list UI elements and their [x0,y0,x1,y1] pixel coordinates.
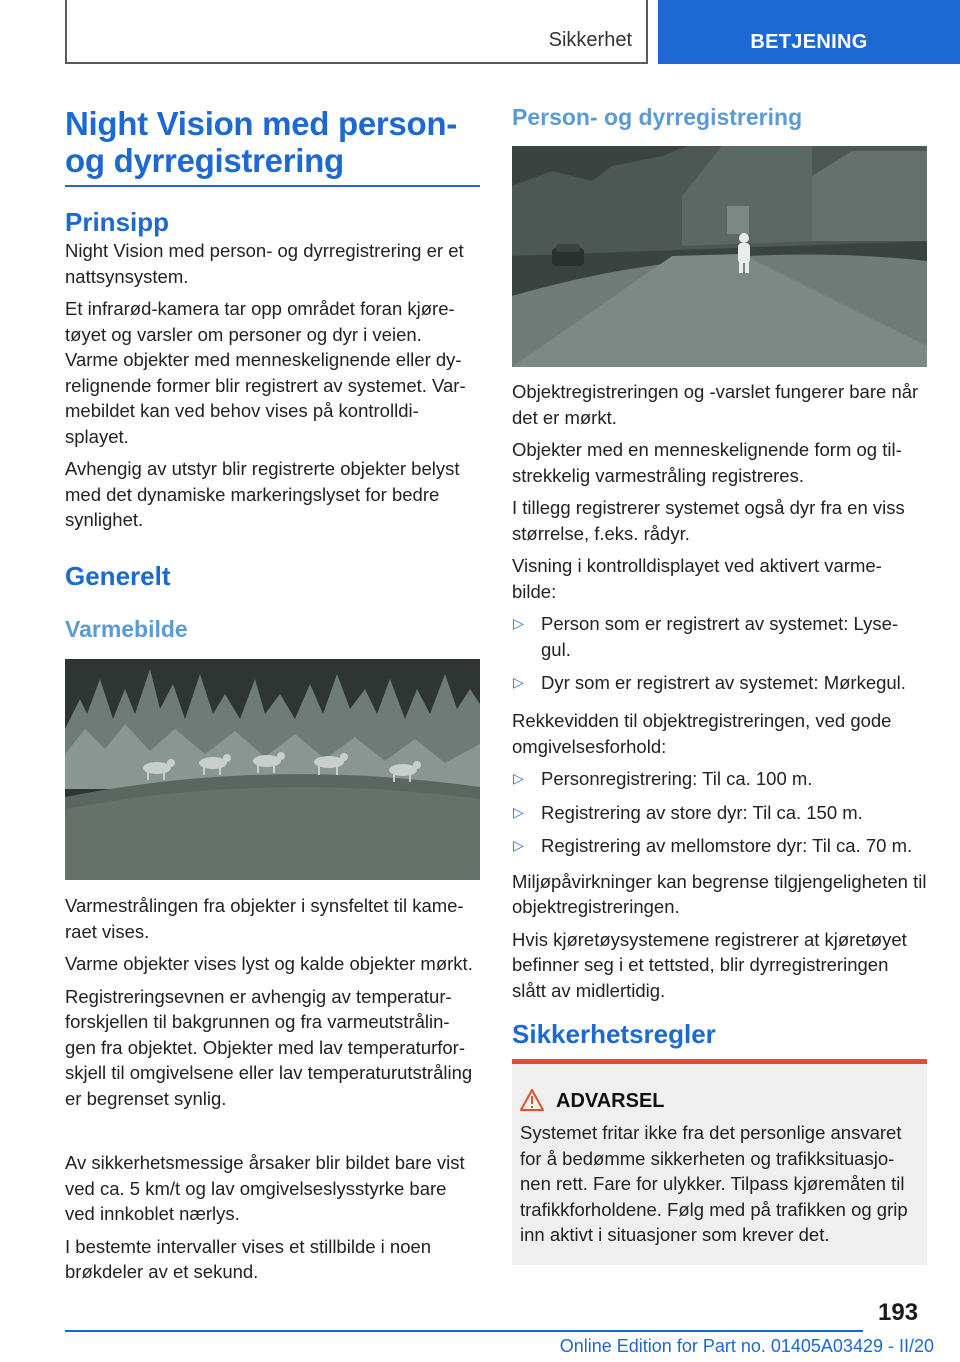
header-chapter-title: BETJENING [750,31,868,53]
triangle-bullet-icon: ▷ [513,615,524,631]
general-section [65,560,480,592]
list-item: ▷ Registrering av store dyr: Til ca. 150 m. [512,800,927,826]
thermal-image-person [512,146,927,367]
warning-triangle-icon [520,1089,544,1111]
header-section-box [65,0,648,64]
thermal-image-person-graphic [512,146,927,367]
detection-paragraph: Objekter med en menneskelignende form og til- strekkelig varmestråling registreres. [512,439,902,486]
detection-heading-block [512,102,927,132]
header-chapter-tab [658,0,960,64]
range-intro: Rekkevidden til objektregistreringen, ved gode omgivelsesforhold: [512,710,892,757]
thermal-paragraph: Registreringsevnen er avhengig av temperatur- forskjellen til bakgrunnen og fra varmeutstrålin- gen fra objektet. Objekter med lav temperaturfor- skjell til omgivelsene eller lav temperaturutstråling er begrenset synlig. [65,985,473,1109]
thermal-paragraph: Varme objekter vises lyst og kalde objekter mørkt. [65,953,473,974]
triangle-bullet-icon: ▷ [513,837,524,853]
range-paragraph: Miljøpåvirkninger kan begrense tilgjengeligheten til objektregistreringen. [512,870,927,917]
detection-text [512,379,927,706]
warning-title: ADVARSEL [556,1090,665,1112]
detection-heading: Person- og dyrregistrering [512,104,803,130]
thermal-text [65,893,480,1118]
warning-text: Systemet fritar ikke fra det personlige ansvaret for å bedømme sikkerheten og trafikksituasjo- nen rett. Fare for ulykker. Tilpass kjøremåten til trafikkforholdene. Følg med på trafikken og grip inn aktivt i situasjoner som krever det. [520,1122,908,1245]
triangle-bullet-icon: ▷ [513,674,524,690]
safety-paragraph: I bestemte intervaller vises et stillbilde i noen brøkdeler av et sekund. [65,1235,432,1282]
range-text [512,708,927,1010]
footer-edition-text: Online Edition for Part no. 01405A03429 - II/20 [559,1336,934,1356]
thermal-image-animals [65,659,480,880]
list-item: ▷ Dyr som er registrert av systemet: Mørkegul. [512,670,927,696]
thermal-heading: Varmebilde [65,616,188,642]
principle-section [65,206,480,540]
list-item: ▷ Person som er registrert av systemet: Lyse- gul. [513,613,899,660]
thermal-heading-block [65,614,480,644]
detection-paragraph: Objektregistreringen og -varslet fungerer bare når det er mørkt. [512,381,919,428]
warning-title-row [556,1088,919,1114]
page-title: Night Vision med person- og dyrregistrering [65,105,480,187]
display-list [512,611,927,696]
page-number: 193 [878,1299,919,1326]
safety-paragraph: Av sikkerhetsmessige årsaker blir bildet bare vist ved ca. 5 km/t og lav omgivelseslysstyrke bare ved innkoblet nærlys. [65,1152,465,1224]
principle-paragraph: Night Vision med person- og dyrregistrering er et nattsynsystem. [65,240,464,287]
thermal-paragraph: Varmestrålingen fra objekter i synsfeltet til kame- raet vises. [65,895,464,942]
safety-rules-heading-block [512,1018,927,1050]
detection-paragraph: I tillegg registrerer systemet også dyr fra en viss størrelse, f.eks. rådyr. [512,497,905,544]
range-list [512,766,927,859]
range-paragraph: Hvis kjøretøysystemene registrerer at kjøretøyet befinner seg i et tettsted, blir dyrregistreringen slått av midlertidig. [512,928,907,1001]
general-heading: Generelt [65,561,171,591]
footer-rule [65,1330,863,1332]
header-section-title: Sikkerhet [548,29,632,51]
thermal-image-animals-graphic [65,659,480,880]
principle-paragraph: Et infrarød-kamera tar opp området foran kjøre- tøyet og varsler om personer og dyr i veien. Varme objekter med menneskelignende eller dy- relignende former blir registrert av systemet. Var- mebildet kan ved behov vises på kontrolldi- splayet. [65,298,466,447]
safety-text [65,1150,480,1292]
list-item: ▷ Registrering av mellomstore dyr: Til ca. 70 m. [512,833,927,859]
detection-paragraph: Visning i kontrolldisplayet ved aktivert varme- bilde: [512,555,882,602]
warning-box [512,1059,927,1265]
safety-rules-heading: Sikkerhetsregler [512,1019,716,1049]
list-item: ▷ Personregistrering: Til ca. 100 m. [512,766,927,792]
principle-paragraph: Avhengig av utstyr blir registrerte objekter belyst med det dynamiske markeringslyset for bedre synlighet. [65,458,460,530]
principle-heading: Prinsipp [65,207,170,237]
triangle-bullet-icon: ▷ [513,770,524,786]
triangle-bullet-icon: ▷ [513,803,524,820]
